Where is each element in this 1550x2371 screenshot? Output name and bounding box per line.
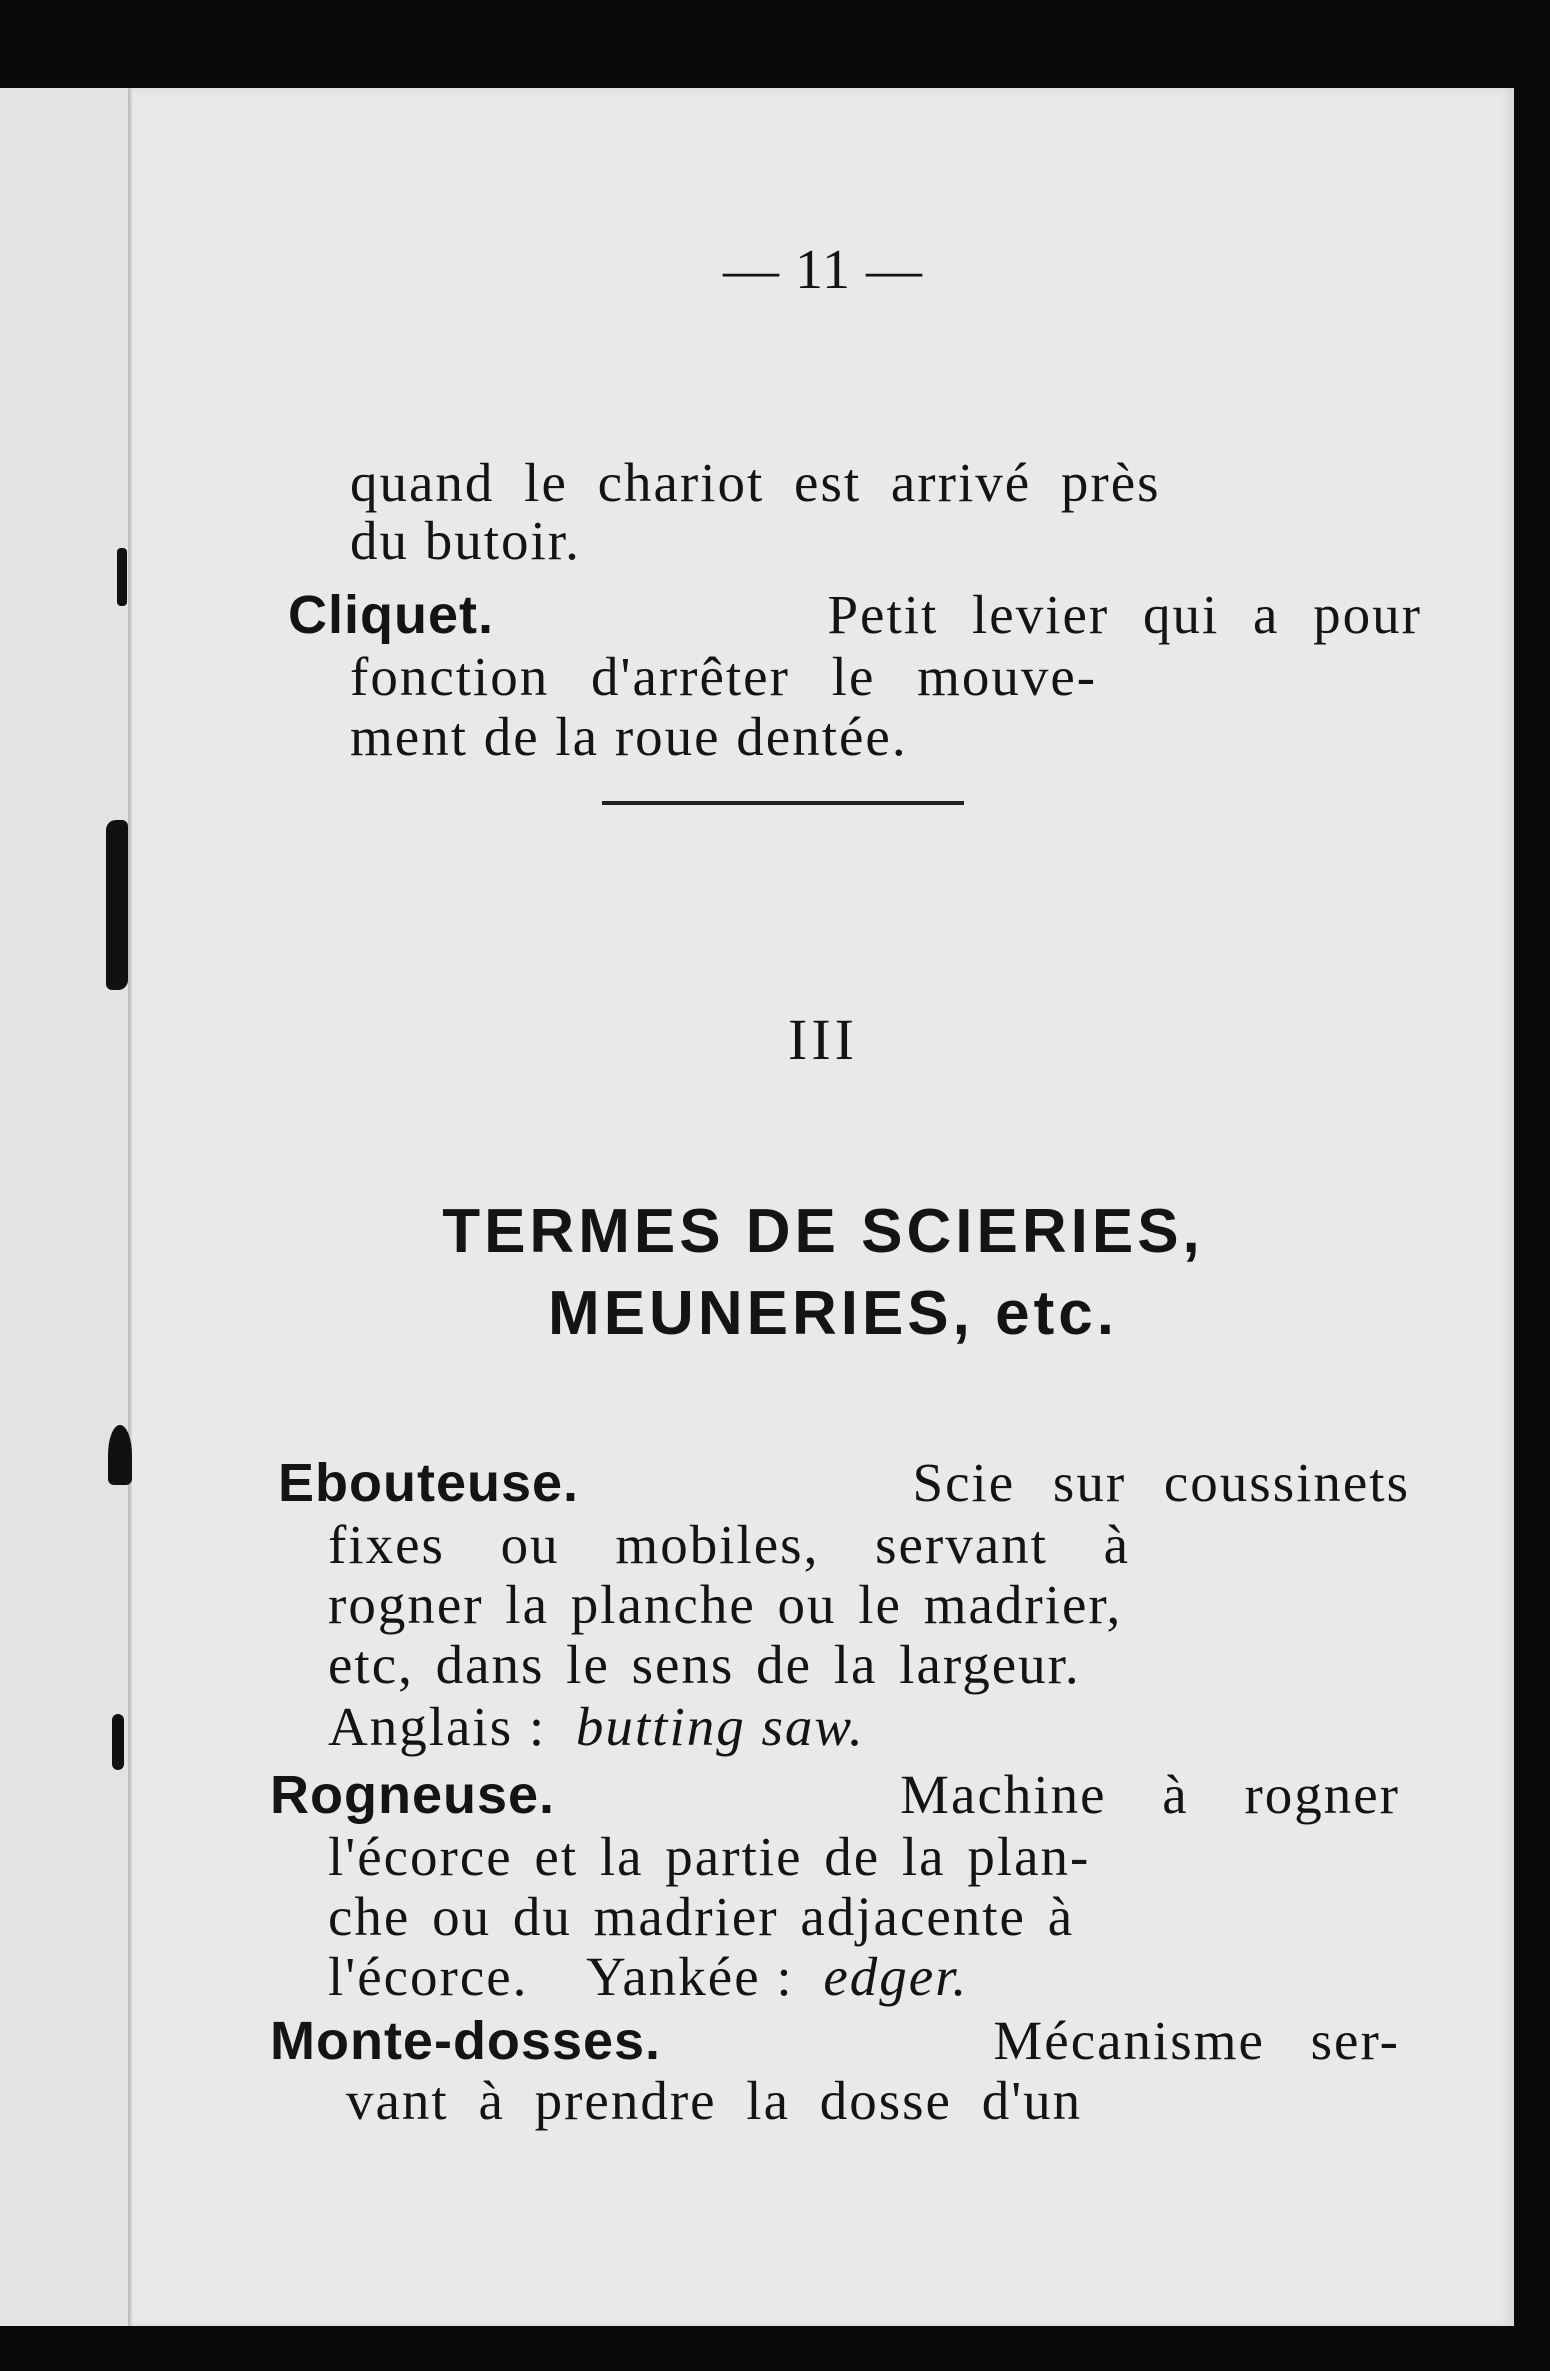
entry-cliquet-line-1 [288,584,1422,646]
entry-cliquet-line-2: fonction d'arrêter le mouve- [350,646,1098,707]
entry-rogneuse-line-2: l'écorce et la partie de la plan- [328,1826,1091,1887]
section-numeral: III [788,1007,858,1072]
entry-ebouteuse-line-2: fixes ou mobiles, servant à [328,1514,1131,1575]
language-label: Anglais : [328,1696,547,1757]
entry-term: Cliquet. [288,585,494,645]
entry-text: Petit levier qui a pour [827,584,1422,645]
entry-text: Machine à rogner [900,1764,1400,1825]
language-term: edger. [823,1946,969,2007]
entry-text: Scie sur coussinets [912,1452,1410,1513]
entry-ebouteuse-line-5 [328,1698,865,1756]
facing-page-edge [0,88,130,2326]
entry-ebouteuse-line-4: etc, dans le sens de la largeur. [328,1634,1081,1695]
entry-term: Rogneuse. [270,1765,556,1825]
entry-ebouteuse-line-1 [278,1452,1410,1514]
entry-cliquet-line-3: ment de la roue dentée. [350,706,908,767]
section-heading-line-2: MEUNERIES, etc. [548,1279,1118,1348]
entry-term: Ebouteuse. [278,1453,580,1513]
continuation-text-1: quand le chariot est arrivé près [350,452,1161,513]
continuation-line-1 [350,454,1422,512]
section-divider [602,801,964,805]
binding-mark [117,548,127,606]
entry-rogneuse-line-1 [270,1764,1400,1826]
entry-monte-dosses-line-2: vant à prendre la dosse d'un [346,2070,1083,2131]
entry-monte-dosses-line-1 [270,2010,1400,2072]
entry-rogneuse-line-3: che ou du madrier adjacente à [328,1886,1075,1947]
binding-mark [112,1714,124,1770]
entry-text: Mécanisme ser- [993,2010,1400,2071]
book-page [132,88,1514,2326]
language-label: Yankée : [586,1946,794,2007]
continuation-line-2: du butoir. [350,510,581,571]
entry-term: Monte-dosses. [270,2011,662,2071]
binding-mark [106,820,128,990]
language-term: butting saw. [575,1696,865,1757]
page-number: — 11 — [723,239,923,301]
binding-mark [108,1425,132,1485]
entry-ebouteuse-line-3: rogner la planche ou le madrier, [328,1574,1123,1635]
entry-rogneuse-line-4 [328,1948,968,2006]
entry-text: l'écorce. [328,1946,529,2007]
section-heading-line-1: TERMES DE SCIERIES, [442,1197,1204,1266]
